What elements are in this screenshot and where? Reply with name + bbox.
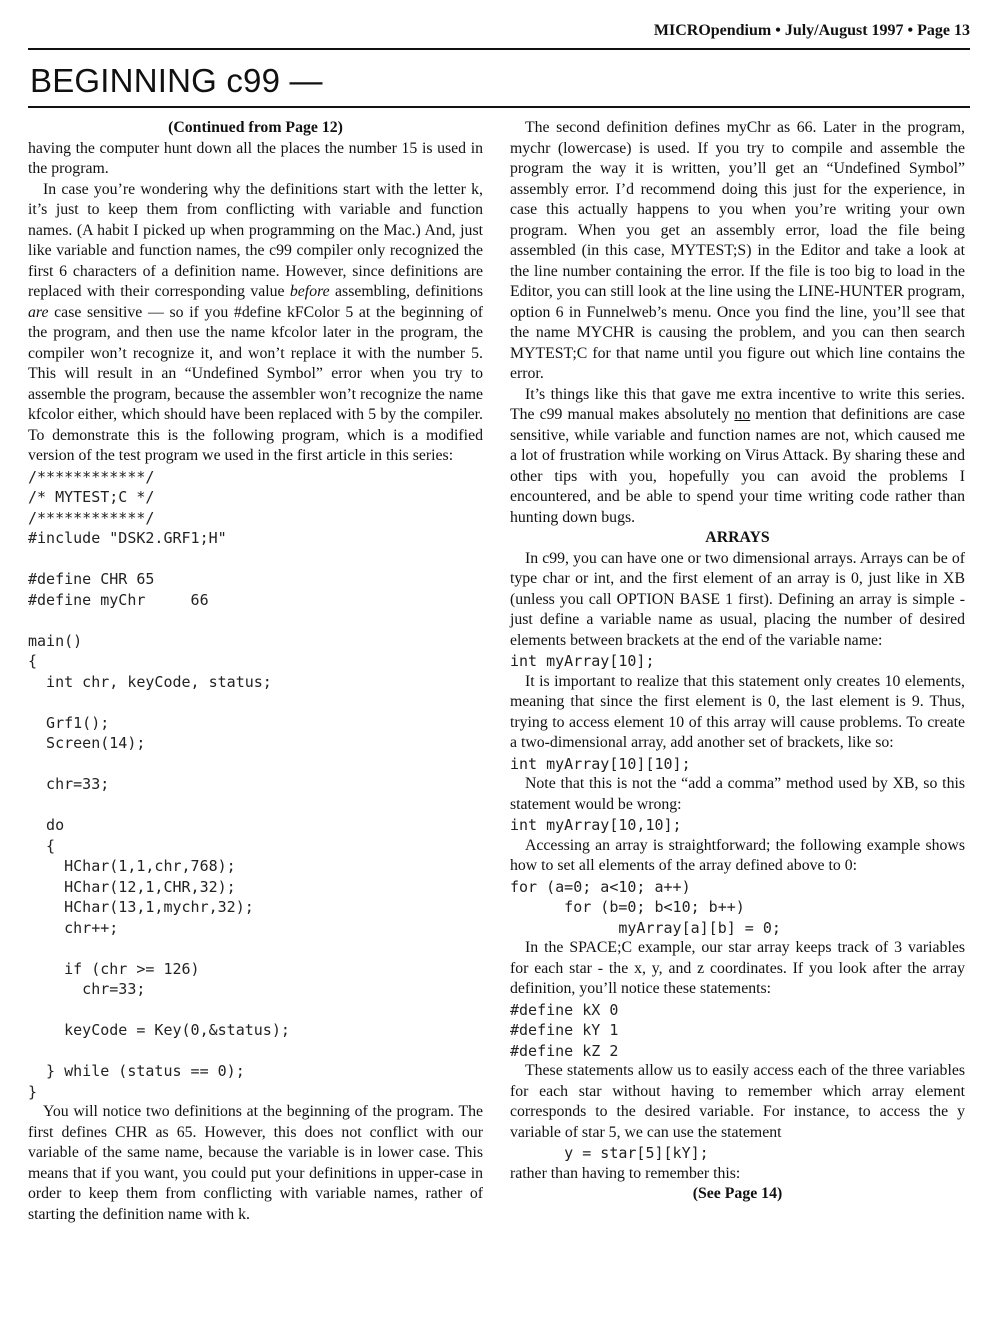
- header-rule: [28, 48, 970, 50]
- paragraph: Accessing an array is straightforward; the following example shows how to set all elements of the array defined above to 0:: [510, 836, 965, 874]
- running-head: MICROpendium • July/August 1997 • Page 13: [653, 22, 970, 39]
- title-rule: [28, 106, 970, 108]
- paragraph: It is important to realize that this statement only creates 10 elements, meaning that since the first element is 0, the last element is 9. Thus, trying to access element 10 of this array will cause problems. To create a two-dimensional array, add another set of brackets, like so:: [510, 672, 965, 751]
- emphasis: are: [28, 303, 49, 321]
- code-snippet: for (a=0; a<10; a++) for (b=0; b<10; b++) myArray[a][b] = 0;: [510, 877, 781, 937]
- code-snippet: int myArray[10][10];: [510, 754, 691, 773]
- paragraph: In c99, you can have one or two dimensional arrays. Arrays can be of type char or int, and the first element of an array is 0, just like in XB (unless you call OPTION BASE 1 first). Defining an array is simple - just define a variable name as usual, placing the number of desired elements between brackets at the end of the variable name:: [510, 549, 965, 649]
- see-page-note: (See Page 14): [692, 1185, 783, 1202]
- continued-from-note: (Continued from Page 12): [168, 119, 343, 136]
- paragraph: Note that this is not the “add a comma” method used by XB, so this statement would be wrong:: [510, 775, 965, 813]
- paragraph: In the SPACE;C example, our star array keeps track of 3 variables for each star - the x, y, and z coordinates. If you look after the array definition, you’ll notice these statements:: [510, 939, 965, 997]
- paragraph: The second definition defines myChr as 66. Later in the program, mychr (lowercase) is used. If you try to compile and assemble the program the way it is written, you’ll get an “Undefined Symbol” assembly error. I’d recommend doing this just for the experience, in case this actually happens to you when you’re writing your own program. When you get an assembly error, load the file being assembled (in this case, MYTEST;S) in the Editor and take a look at the line number containing the error. If the file is too big to load in the Editor, you can still look at the line using the LINE-HUNTER program, option 6 in Funnelweb’s menu. Once you find the line, you’ll see that the name MYCHR is causing the problem, and you can then search MYTEST;C for that name until you figure out which line contains the error.: [510, 119, 965, 382]
- code-listing-mytest: /************/ /* MYTEST;C */ /************/ #include "DSK2.GRF1;H" #define CHR 65 #define myChr 66 main() { int chr, keyCode, status; Grf1(); Screen(14); chr=33; do { HChar(1,1,chr,768); HChar(12,1,CHR,32); HChar(13,1,mychr,32); chr++; if (chr >= 126) chr=33; keyCode = Key(0,&status); } while (status == 0); }: [28, 467, 290, 1101]
- code-snippet: y = star[5][kY];: [510, 1144, 709, 1162]
- emphasis: before: [289, 283, 330, 300]
- paragraph: It’s things like this that gave me extra incentive to write this series. The c99 manual makes absolutely no mention that definitions are case sensitive, while variable and function names are not, which caused me a lot of frustration while working on Virus Attack. By sharing these and other tips with you, hopefully you can avoid the problems I encountered, and be able to spend your time writing code rather than hunting down bugs.: [510, 385, 965, 526]
- left-column: [28, 118, 483, 1225]
- underlined-word: no: [734, 406, 751, 423]
- paragraph: rather than having to remember this:: [510, 1164, 741, 1182]
- paragraph: These statements allow us to easily access each of the three variables for each star without having to remember which array element corresponds to the desired variable. For instance, to access the y variable of star 5, we can use the statement: [510, 1062, 965, 1141]
- paragraph: having the computer hunt down all the places the number 15 is used in the program.: [28, 139, 483, 177]
- paragraph: In case you’re wondering why the definitions start with the letter k, it’s just to keep them from conflicting with variable and function names. (A habit I picked up when programming on the Mac.) And, just like variable and function names, the c99 compiler only recognized the first 6 characters of a definition name. However, since definitions are replaced with their corresponding value before assembling, definitions are case sensitive — so if you #define kFColor 5 at the beginning of the program, and then use the name kfcolor later in the program, the compiler won’t recognize it, and won’t replace it with the number 5. This will result in an “Undefined Symbol” error when you try to assemble the program, because the assembler won’t recognize the name kfcolor either, which should have been replaced with 5 by the compiler. To demonstrate this is the following program, which is a modified version of the test program we used in the first article in this series:: [28, 180, 483, 464]
- paragraph: You will notice two definitions at the beginning of the program. The first defines CHR as 65. However, this does not conflict with our variable of the same name, because the variable is in lower case. This means that if you want, you could put your definitions in upper-case in order to keep them from conflicting with variable names, rather of starting the definition name with k.: [28, 1103, 483, 1223]
- code-snippet: int myArray[10];: [510, 652, 655, 670]
- right-column: [510, 118, 965, 1205]
- subheading-arrays: ARRAYS: [705, 529, 770, 546]
- code-snippet: int myArray[10,10];: [510, 816, 682, 834]
- code-snippet: #define kX 0 #define kY 1 #define kZ 2: [510, 1000, 619, 1060]
- section-title: BEGINNING c99 —: [30, 62, 323, 99]
